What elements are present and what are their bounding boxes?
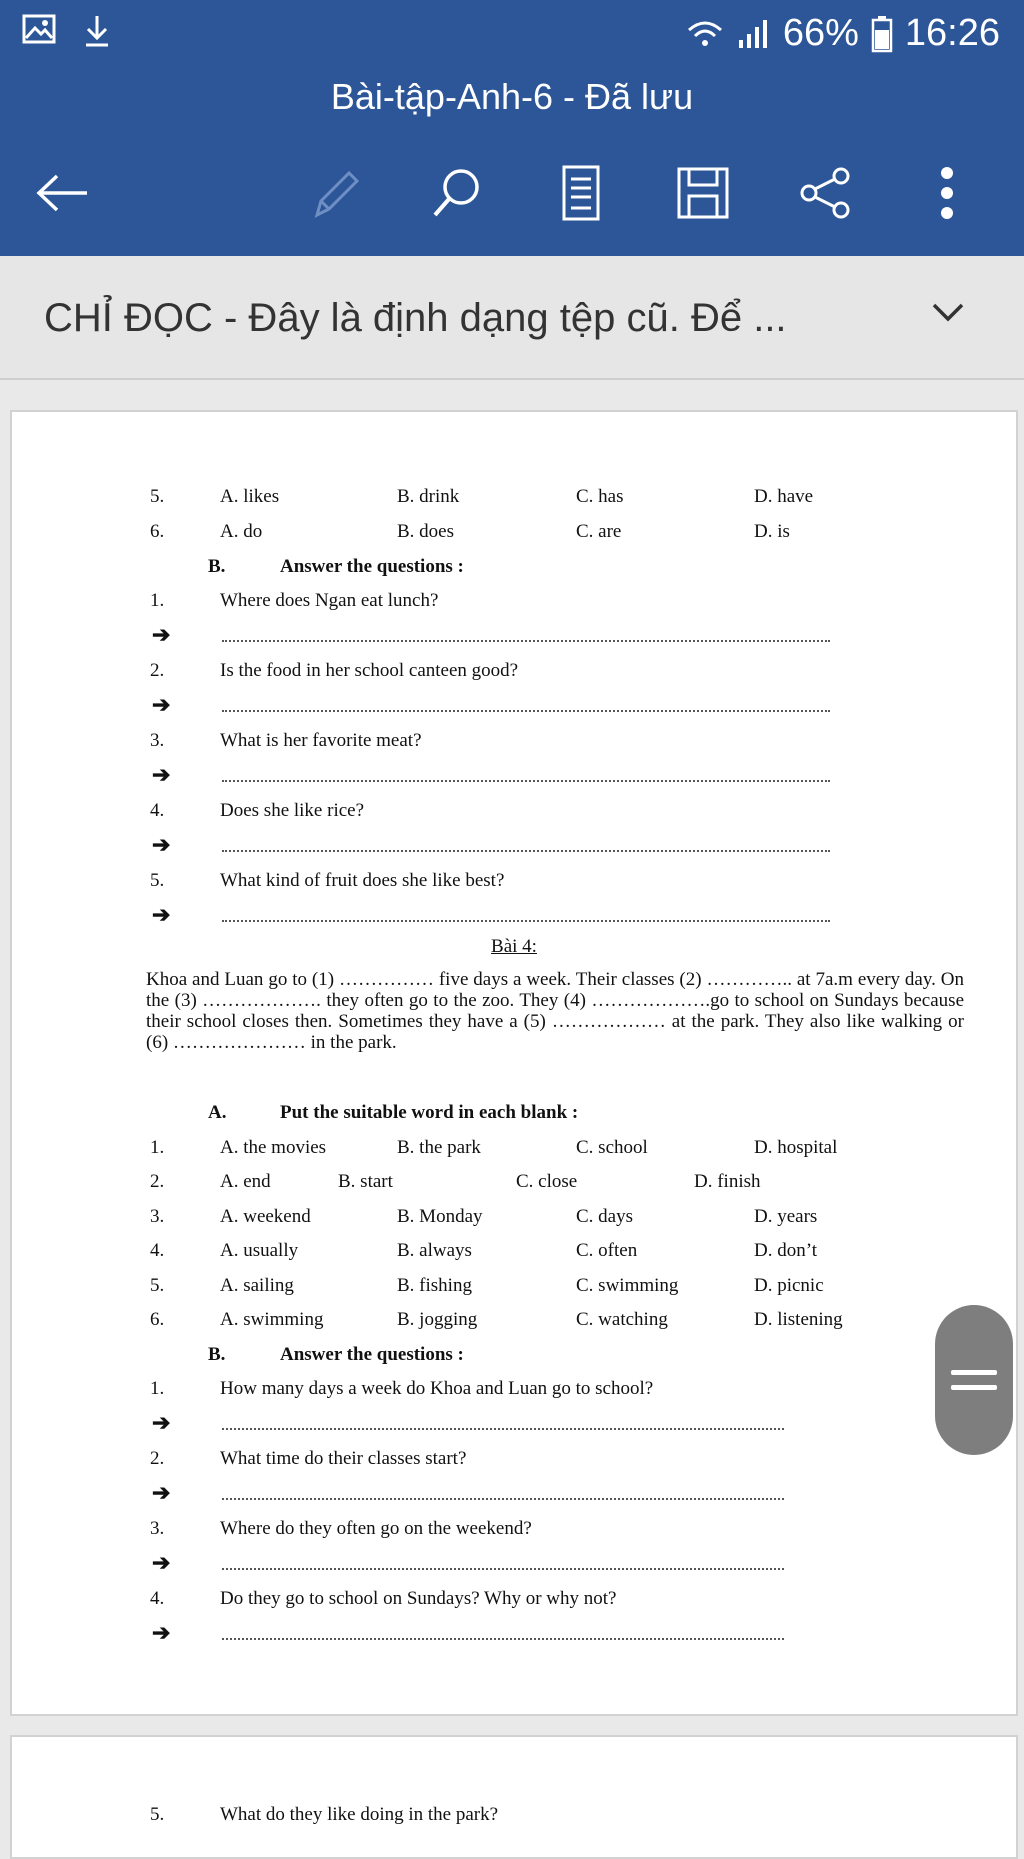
answer-line (222, 780, 830, 782)
status-bar-left (22, 14, 112, 48)
section-letter: A. (208, 1102, 227, 1123)
answer-line (222, 850, 830, 852)
answer-line (222, 710, 830, 712)
exercise-title: Bài 4: (491, 936, 537, 957)
answer-arrow: ➔ (152, 1480, 171, 1505)
arrow-left-icon (35, 173, 91, 213)
answer-arrow: ➔ (152, 1620, 171, 1645)
clock: 16:26 (904, 12, 1000, 54)
more-vertical-icon (939, 165, 955, 221)
answer-arrow: ➔ (152, 762, 171, 787)
document-icon (561, 164, 601, 222)
gallery-icon (22, 14, 56, 44)
read-only-message: CHỈ ĐỌC - Đây là định dạng tệp cũ. Để ... (44, 296, 787, 340)
section-heading: Answer the questions : (280, 556, 464, 577)
answer-arrow: ➔ (152, 622, 171, 647)
answer-arrow: ➔ (152, 692, 171, 717)
toolbar (0, 158, 1024, 228)
answer-arrow: ➔ (152, 1550, 171, 1575)
app-bar (0, 0, 1024, 256)
floppy-icon (676, 166, 730, 220)
share-button[interactable] (790, 158, 860, 228)
section-letter: B. (208, 1344, 226, 1365)
reading-view-button[interactable] (546, 158, 616, 228)
search-button[interactable] (422, 158, 492, 228)
chevron-down-icon[interactable] (930, 300, 966, 324)
answer-arrow: ➔ (152, 902, 171, 927)
answer-line (222, 1568, 784, 1570)
edit-button[interactable] (302, 158, 372, 228)
battery-icon (871, 15, 893, 53)
answer-arrow: ➔ (152, 832, 171, 857)
answer-line (222, 920, 830, 922)
answer-line (222, 1428, 784, 1430)
document-page: 5. A. likes B. drink C. has D. have 6. A. do B. does C. are D. is B. Answer the questions : 1. Where does Ngan eat lunch? ➔ 2. Is the food in her school canteen good? ➔ 3. What is her favorite meat? ➔ 4. Does she like rice? ➔ 5. What kind of fruit does she like best? ➔ Bài 4: Khoa and Luan go to (1) …………… five days a week. Their classes (2) ………….. at 7a.m every day. On the (3) ………………. they often go to the zoo. They (4) ……………….go to school on Sundays because their school closes then. Sometimes they have a (5) ……………… at the park. They also like walking or (6) ………………… in the park. A. Put the suitable word in each blank : 1. A. the movies B. the park C. school D. hospital 2. A. end B. start C. close D. finish 3. A. weekend B. Monday C. days D. years 4. A. usually B. always C. often D. don’t 5. A. sailing B. fishing C. swimming D. picnic 6. A. swimming B. jogging C. watching D. listening B. Answer the questions : 1. How many days a week do Khoa and Luan go to school? ➔ 2. What time do their classes start? ➔ 3. Where do they often go on the weekend? ➔ 4. Do they go to school on Sundays? Why or why not? ➔ (10, 410, 1018, 1716)
answer-line (222, 1498, 784, 1500)
section-heading: Answer the questions : (280, 1344, 464, 1365)
grip-line (951, 1385, 997, 1390)
document-title: Bài-tập-Anh-6 - Đã lưu (330, 76, 694, 117)
read-only-banner[interactable] (0, 256, 1024, 380)
more-options-button[interactable] (912, 158, 982, 228)
status-bar-right (685, 12, 1000, 55)
reading-passage: Khoa and Luan go to (1) …………… five days a week. Their classes (2) ………….. at 7a.m every day. On the (3) ………………. they often go to the zoo. They (4) ……………….go to school on Sundays because their school closes then. Sometimes they have a (5) ……………… at the park. They also like walking or (6) ………………… in the park. (146, 969, 964, 1053)
download-icon (82, 14, 112, 48)
pencil-icon (309, 165, 365, 221)
signal-icon (737, 18, 771, 50)
scroll-handle[interactable] (935, 1305, 1013, 1455)
section-heading: Put the suitable word in each blank : (280, 1102, 579, 1123)
answer-arrow: ➔ (152, 1410, 171, 1435)
grip-line (951, 1370, 997, 1375)
back-button[interactable] (28, 158, 98, 228)
answer-line (222, 1638, 784, 1640)
search-icon (429, 165, 485, 221)
save-button[interactable] (668, 158, 738, 228)
answer-line (222, 640, 830, 642)
wifi-icon (685, 18, 725, 50)
document-page: 5. What do they like doing in the park? (10, 1735, 1018, 1859)
battery-percent: 66% (782, 12, 859, 54)
share-icon (797, 165, 853, 221)
section-letter: B. (208, 556, 226, 577)
